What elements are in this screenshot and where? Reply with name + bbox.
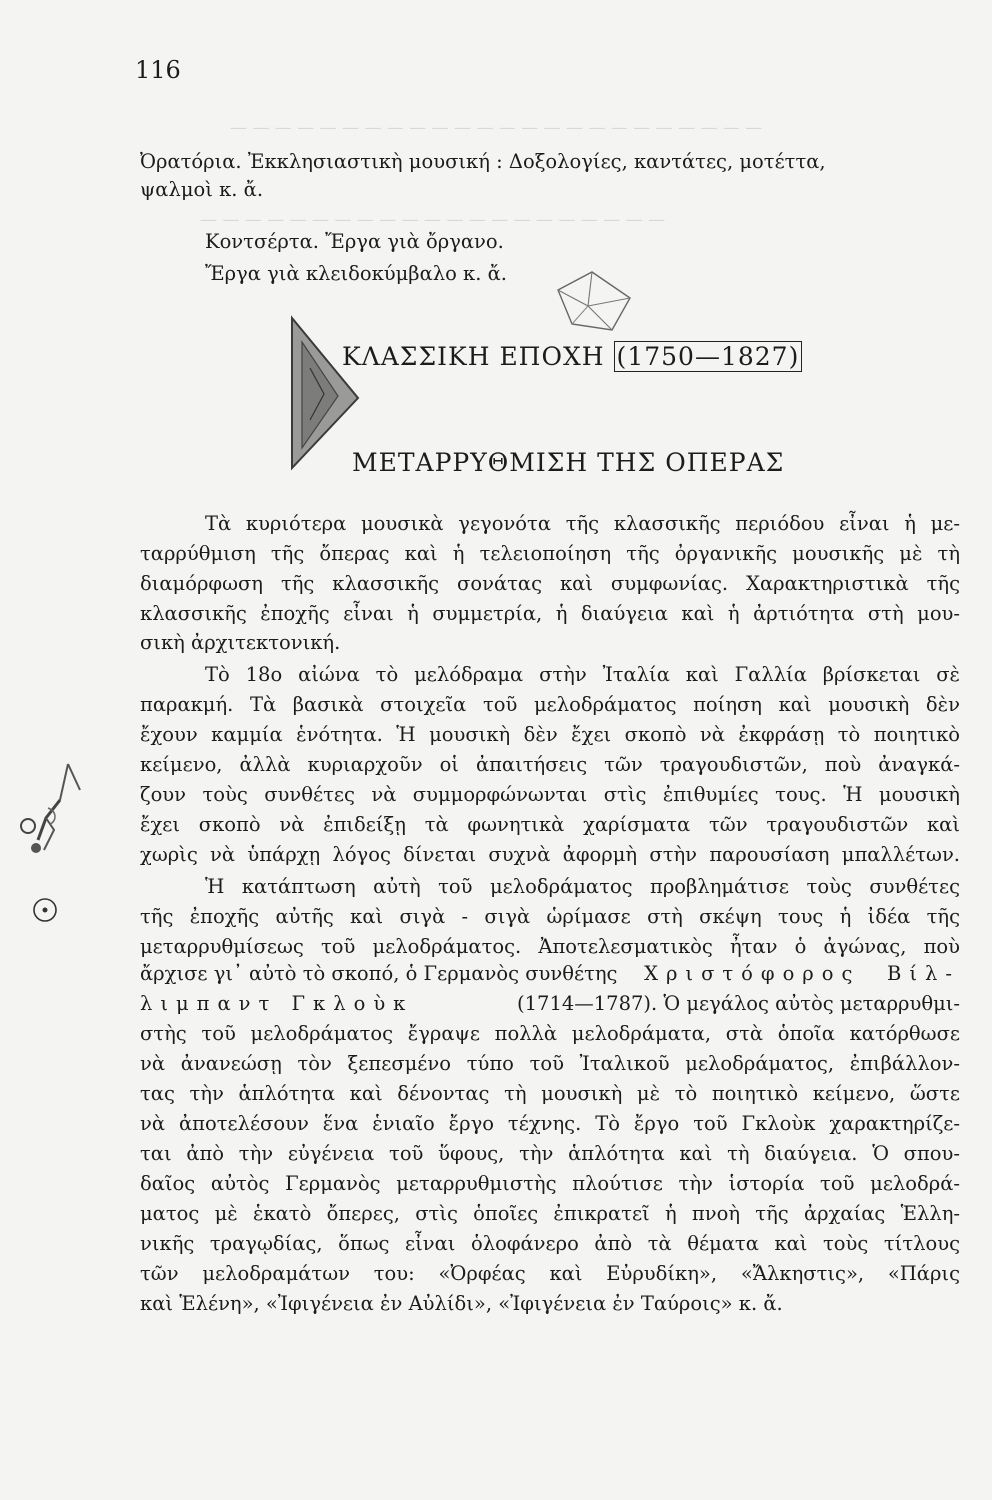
text-line: ψαλμοὶ κ. ἄ. bbox=[140, 178, 264, 201]
subheading: ΜΕΤΑΡΡΥΘΜΙΣΗ ΤΗΣ ΟΠΕΡΑΣ bbox=[352, 448, 785, 477]
text-line: Τὰ κυριότερα μουσικὰ γεγονότα τῆς κλασσικῆς περιόδου εἶναι ἡ με- bbox=[205, 512, 960, 535]
text-line: Τὸ 18ο αἰώνα τὸ μελόδραμα στὴν Ἰταλία καὶ Γαλλία βρίσκεται σὲ bbox=[205, 663, 960, 686]
text-line bbox=[140, 992, 960, 1015]
section-heading bbox=[342, 342, 802, 371]
text-line: νικῆς τραγῳδίας, ὅπως εἶναι ὁλοφάνερο ἀπὸ τὰ θέματα καὶ τοὺς τίτλους bbox=[140, 1232, 960, 1255]
end-year: 1827 bbox=[720, 342, 789, 371]
composer-name-vil: Βίλ- bbox=[887, 962, 960, 985]
start-year: 1750 bbox=[627, 342, 695, 371]
text-line: χωρὶς νὰ ὑπάρχῃ λόγος δίνεται συχνὰ ἀφορμὴ στὴν παρουσίαση μπαλλέτων. bbox=[140, 843, 960, 866]
text-line: παρακμή. Τὰ βασικὰ στοιχεῖα τοῦ μελοδράματος ποίηση καὶ μουσικὴ δὲν bbox=[140, 693, 960, 716]
bleed-through: — — — — — — — — — — — — — — — — — — — — — bbox=[200, 210, 666, 230]
text-line: στὴς τοῦ μελοδράματος ἔγραψε πολλὰ μελοδράματα, στὰ ὁποῖα κατόρθωσε bbox=[140, 1022, 960, 1045]
text-line: ταρρύθμιση τῆς ὄπερας καὶ ἡ τελειοποίηση τῆς ὀργανικῆς μουσικῆς μὲ τὴ bbox=[140, 542, 960, 565]
text-line: νὰ ἀποτελέσουν ἕνα ἑνιαῖο ἔργο τέχνης. Τὸ ἔργο τοῦ Γκλοὺκ χαρακτηρίζε- bbox=[140, 1112, 960, 1135]
text-line: ται ἀπὸ τὴν εὐγένεια τοῦ ὕφους, τὴν ἁπλότητα καὶ τὴ διαύγεια. Ὁ σπου- bbox=[140, 1142, 960, 1165]
text-line: Ἔργα γιὰ κλειδοκύμβαλο κ. ἄ. bbox=[205, 262, 507, 285]
section-dates: (1750—1827) bbox=[614, 341, 803, 372]
circle-mark-icon bbox=[30, 895, 60, 925]
text-fragment: (1714—1787). Ὁ μεγάλος αὐτὸς μεταρρυθμι- bbox=[517, 992, 960, 1015]
text-line: διαμόρφωση τῆς κλασσικῆς σονάτας καὶ συμφωνίας. Χαρακτηριστικὰ τῆς bbox=[140, 572, 960, 595]
text-line: κλασσικῆς ἐποχῆς εἶναι ἡ συμμετρία, ἡ διαύγεια καὶ ἡ ἀρτιότητα στὴ μου- bbox=[140, 602, 960, 625]
text-fragment: ἄρχισε γι᾿ αὐτὸ τὸ σκοπό, ὁ Γερμανὸς συνθέτης bbox=[140, 962, 618, 985]
text-line: νὰ ἀνανεώσῃ τὸν ξεπεσμένο τύπο τοῦ Ἰταλικοῦ μελοδράματος, ἐπιβάλλον- bbox=[140, 1052, 960, 1075]
text-line: κείμενο, ἀλλὰ κυριαρχοῦν οἱ ἀπαιτήσεις τῶν τραγουδιστῶν, ποὺ ἀναγκά- bbox=[140, 753, 960, 776]
text-line: μεταρρυθμίσεως τοῦ μελοδράματος. Ἀποτελεσματικὸς ἦταν ὁ ἀγώνας, ποὺ bbox=[140, 935, 960, 958]
text-line: ἔχουν καμμία ἑνότητα. Ἡ μουσικὴ δὲν ἔχει σκοπὸ νὰ ἐκφράσῃ τὸ ποιητικὸ bbox=[140, 723, 960, 746]
section-title: ΚΛΑΣΣΙΚΗ ΕΠΟΧΗ bbox=[342, 342, 605, 371]
pencil-sketch-icon bbox=[552, 268, 642, 343]
text-line bbox=[140, 962, 960, 985]
text-line: ματος μὲ ἑκατὸ ὄπερες, στὶς ὁποῖες ἐπικρατεῖ ἡ πνοὴ τῆς ἀρχαίας Ἑλλη- bbox=[140, 1202, 960, 1225]
text-line: ἔχει σκοπὸ νὰ ἐπιδείξῃ τὰ φωνητικὰ χαρίσματα τῶν τραγουδιστῶν καὶ bbox=[140, 813, 960, 836]
text-line: δαῖος αὐτὸς Γερμανὸς μεταρρυθμιστὴς πλούτισε τὴν ἱστορία τοῦ μελοδρά- bbox=[140, 1172, 960, 1195]
composer-name-rest: λιμπαντ Γκλοὺκ bbox=[140, 992, 414, 1015]
margin-doodle-icon bbox=[8, 760, 98, 860]
text-line: ζουν τοὺς συνθέτες νὰ συμμορφώνωνται στὶς ἐπιθυμίες τους. Ἡ μουσικὴ bbox=[140, 783, 960, 806]
text-line: Ἡ κατάπτωση αὐτὴ τοῦ μελοδράματος προβλημάτισε τοὺς συνθέτες bbox=[205, 875, 960, 898]
text-line: τας τὴν ἁπλότητα καὶ δένοντας τὴ μουσικὴ μὲ τὸ ποιητικὸ κείμενο, ὥστε bbox=[140, 1082, 960, 1105]
composer-name-first: Χριστόφορος bbox=[644, 962, 861, 985]
text-line: τῶν μελοδραμάτων του: «Ὀρφέας καὶ Εὐρυδίκη», «Ἄλκηστις», «Πάρις bbox=[140, 1262, 960, 1285]
text-line: σικὴ ἀρχιτεκτονική. bbox=[140, 631, 341, 654]
text-line: καὶ Ἑλένη», «Ἰφιγένεια ἐν Αὐλίδι», «Ἰφιγένεια ἐν Ταύροις» κ. ἄ. bbox=[140, 1292, 783, 1315]
text-line: Κοντσέρτα. Ἔργα γιὰ ὄργανο. bbox=[205, 230, 504, 253]
text-line: τῆς ἐποχῆς αὐτῆς καὶ σιγὰ - σιγὰ ὡρίμασε στὴ σκέψη τους ἡ ἰδέα τῆς bbox=[140, 905, 960, 928]
text-line: Ὀρατόρια. Ἐκκλησιαστικὴ μουσική : Δοξολογίες, καντάτες, μοτέττα, bbox=[140, 150, 826, 173]
page-number: 116 bbox=[135, 56, 181, 84]
bleed-through: — — — — — — — — — — — — — — — — — — — — — — — — bbox=[230, 118, 763, 138]
